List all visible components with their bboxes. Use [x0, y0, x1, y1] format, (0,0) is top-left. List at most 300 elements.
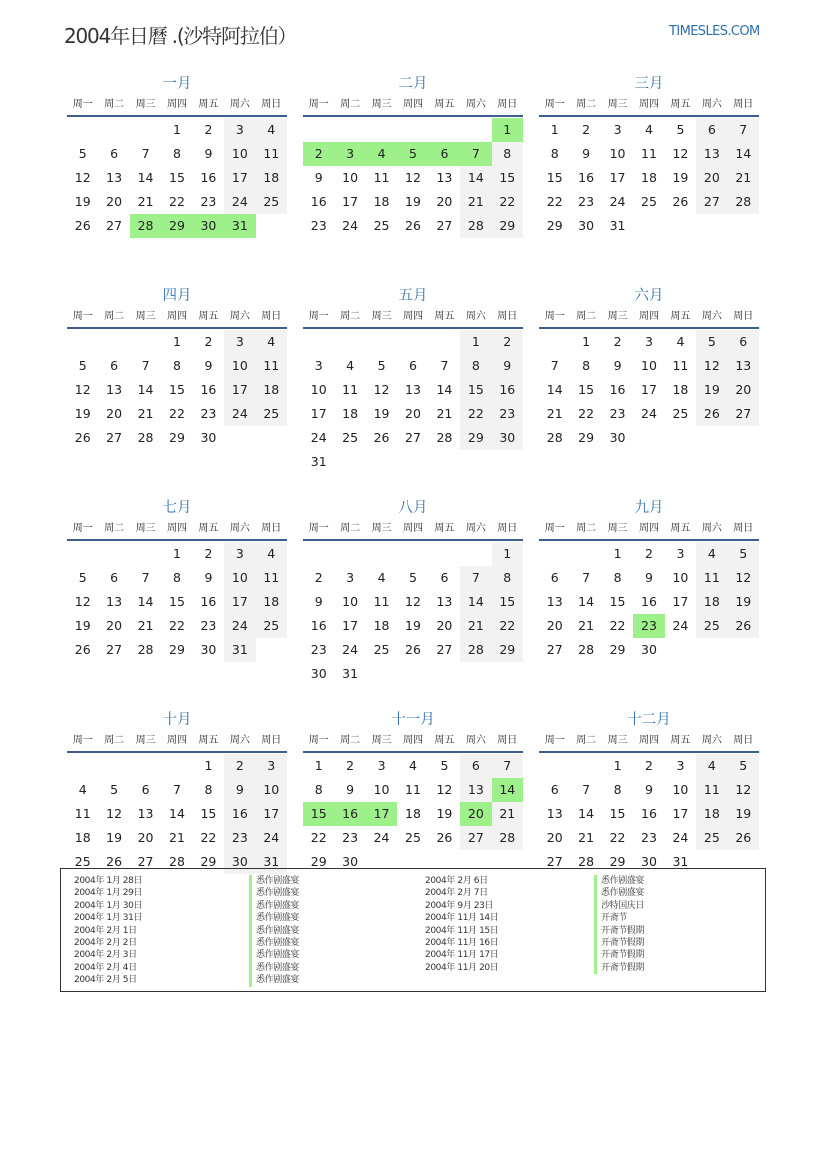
day-cell[interactable]: 26	[74, 642, 91, 657]
day-cell[interactable]: 18	[672, 382, 689, 397]
holiday-day-cell[interactable]: 17	[366, 802, 397, 826]
day-cell[interactable]: 4	[256, 330, 287, 354]
day-cell[interactable]: 7	[582, 570, 591, 585]
day-cell[interactable]: 20	[546, 830, 563, 845]
day-cell[interactable]: 17	[342, 194, 359, 209]
day-cell[interactable]: 6	[550, 782, 559, 797]
day-cell[interactable]: 11	[405, 782, 421, 797]
day-cell[interactable]: 19	[405, 194, 421, 209]
day-cell[interactable]: 6	[440, 570, 449, 585]
day-cell[interactable]: 23	[609, 406, 626, 421]
day-cell[interactable]: 21	[137, 406, 154, 421]
day-cell[interactable]: 12	[436, 782, 453, 797]
day-cell[interactable]: 17	[310, 406, 327, 421]
day-cell[interactable]: 12	[373, 382, 390, 397]
day-cell[interactable]: 10	[224, 566, 255, 590]
day-cell[interactable]: 10	[641, 358, 657, 373]
day-cell[interactable]: 18	[373, 618, 390, 633]
day-cell[interactable]: 18	[373, 194, 390, 209]
day-cell[interactable]: 25	[342, 430, 359, 445]
day-cell[interactable]: 25	[696, 826, 727, 850]
holiday-day-cell[interactable]: 6	[429, 142, 460, 166]
day-cell[interactable]: 5	[78, 146, 87, 161]
day-cell[interactable]: 17	[672, 594, 689, 609]
day-cell[interactable]: 13	[696, 142, 727, 166]
day-cell[interactable]: 29	[169, 430, 185, 445]
day-cell[interactable]: 30	[609, 430, 626, 445]
day-cell[interactable]: 3	[256, 754, 287, 778]
day-cell[interactable]: 28	[460, 638, 491, 662]
day-cell[interactable]: 29	[492, 638, 523, 662]
day-cell[interactable]: 4	[346, 358, 355, 373]
day-cell[interactable]: 28	[492, 826, 523, 850]
day-cell[interactable]: 25	[373, 218, 390, 233]
day-cell[interactable]: 31	[310, 454, 327, 469]
day-cell[interactable]: 4	[78, 782, 87, 797]
day-cell[interactable]: 21	[546, 406, 563, 421]
day-cell[interactable]: 22	[609, 830, 626, 845]
day-cell[interactable]: 15	[609, 594, 626, 609]
day-cell[interactable]: 22	[578, 406, 595, 421]
day-cell[interactable]: 9	[224, 778, 255, 802]
day-cell[interactable]: 19	[74, 406, 91, 421]
day-cell[interactable]: 2	[346, 758, 355, 773]
day-cell[interactable]: 18	[74, 830, 91, 845]
holiday-day-cell[interactable]: 23	[633, 614, 664, 638]
day-cell[interactable]: 9	[492, 354, 523, 378]
day-cell[interactable]: 14	[436, 382, 453, 397]
day-cell[interactable]: 12	[74, 382, 91, 397]
day-cell[interactable]: 22	[200, 830, 217, 845]
day-cell[interactable]: 27	[436, 642, 453, 657]
day-cell[interactable]: 10	[609, 146, 626, 161]
day-cell[interactable]: 24	[672, 618, 689, 633]
day-cell[interactable]: 21	[578, 618, 595, 633]
day-cell[interactable]: 1	[613, 758, 622, 773]
day-cell[interactable]: 29	[578, 430, 595, 445]
day-cell[interactable]: 27	[405, 430, 421, 445]
day-cell[interactable]: 19	[728, 802, 759, 826]
holiday-day-cell[interactable]: 3	[334, 142, 365, 166]
day-cell[interactable]: 6	[550, 570, 559, 585]
holiday-day-cell[interactable]: 7	[460, 142, 491, 166]
day-cell[interactable]: 15	[546, 170, 563, 185]
day-cell[interactable]: 30	[641, 854, 657, 869]
day-cell[interactable]: 6	[728, 330, 759, 354]
day-cell[interactable]: 29	[200, 854, 217, 869]
holiday-day-cell[interactable]: 14	[492, 778, 523, 802]
day-cell[interactable]: 30	[200, 642, 217, 657]
day-cell[interactable]: 22	[492, 614, 523, 638]
day-cell[interactable]: 17	[224, 166, 255, 190]
day-cell[interactable]: 8	[314, 782, 323, 797]
day-cell[interactable]: 5	[728, 542, 759, 566]
day-cell[interactable]: 24	[224, 402, 255, 426]
day-cell[interactable]: 17	[224, 378, 255, 402]
day-cell[interactable]: 16	[200, 170, 217, 185]
day-cell[interactable]: 11	[256, 354, 287, 378]
day-cell[interactable]: 12	[106, 806, 123, 821]
day-cell[interactable]: 27	[436, 218, 453, 233]
day-cell[interactable]: 25	[256, 614, 287, 638]
day-cell[interactable]: 22	[492, 190, 523, 214]
day-cell[interactable]: 18	[405, 806, 421, 821]
day-cell[interactable]: 14	[460, 590, 491, 614]
day-cell[interactable]: 29	[460, 426, 491, 450]
day-cell[interactable]: 16	[200, 382, 217, 397]
day-cell[interactable]: 14	[546, 382, 563, 397]
day-cell[interactable]: 24	[609, 194, 626, 209]
day-cell[interactable]: 12	[74, 594, 91, 609]
day-cell[interactable]: 30	[200, 430, 217, 445]
day-cell[interactable]: 14	[169, 806, 185, 821]
day-cell[interactable]: 17	[641, 382, 657, 397]
day-cell[interactable]: 9	[582, 146, 591, 161]
holiday-day-cell[interactable]: 15	[303, 802, 334, 826]
day-cell[interactable]: 25	[641, 194, 657, 209]
day-cell[interactable]: 30	[310, 666, 327, 681]
day-cell[interactable]: 16	[641, 594, 657, 609]
day-cell[interactable]: 4	[696, 754, 727, 778]
holiday-day-cell[interactable]: 29	[161, 214, 192, 238]
day-cell[interactable]: 26	[728, 614, 759, 638]
day-cell[interactable]: 17	[256, 802, 287, 826]
day-cell[interactable]: 11	[373, 170, 390, 185]
day-cell[interactable]: 29	[609, 642, 626, 657]
day-cell[interactable]: 3	[676, 546, 685, 561]
day-cell[interactable]: 9	[314, 594, 323, 609]
day-cell[interactable]: 4	[696, 542, 727, 566]
day-cell[interactable]: 15	[492, 166, 523, 190]
day-cell[interactable]: 29	[310, 854, 327, 869]
day-cell[interactable]: 30	[641, 642, 657, 657]
day-cell[interactable]: 14	[137, 170, 154, 185]
day-cell[interactable]: 8	[204, 782, 213, 797]
day-cell[interactable]: 6	[409, 358, 417, 373]
day-cell[interactable]: 15	[169, 170, 185, 185]
day-cell[interactable]: 6	[460, 754, 491, 778]
day-cell[interactable]: 3	[645, 334, 653, 349]
day-cell[interactable]: 15	[460, 378, 491, 402]
day-cell[interactable]: 23	[200, 194, 217, 209]
day-cell[interactable]: 20	[405, 406, 421, 421]
day-cell[interactable]: 11	[641, 146, 657, 161]
day-cell[interactable]: 8	[613, 782, 622, 797]
day-cell[interactable]: 20	[137, 830, 154, 845]
day-cell[interactable]: 31	[672, 854, 689, 869]
day-cell[interactable]: 17	[609, 170, 626, 185]
day-cell[interactable]: 20	[106, 618, 123, 633]
day-cell[interactable]: 26	[74, 430, 91, 445]
day-cell[interactable]: 4	[676, 334, 685, 349]
day-cell[interactable]: 5	[78, 358, 87, 373]
day-cell[interactable]: 23	[200, 618, 217, 633]
day-cell[interactable]: 26	[672, 194, 689, 209]
day-cell[interactable]: 24	[342, 218, 359, 233]
day-cell[interactable]: 21	[137, 194, 154, 209]
day-cell[interactable]: 8	[550, 146, 559, 161]
day-cell[interactable]: 16	[492, 378, 523, 402]
day-cell[interactable]: 26	[74, 218, 91, 233]
day-cell[interactable]: 22	[169, 406, 185, 421]
day-cell[interactable]: 7	[492, 754, 523, 778]
day-cell[interactable]: 18	[342, 406, 359, 421]
day-cell[interactable]: 19	[405, 618, 421, 633]
day-cell[interactable]: 9	[645, 570, 653, 585]
day-cell[interactable]: 3	[224, 118, 255, 142]
day-cell[interactable]: 13	[106, 382, 123, 397]
day-cell[interactable]: 24	[224, 614, 255, 638]
day-cell[interactable]: 7	[440, 358, 449, 373]
day-cell[interactable]: 14	[578, 806, 595, 821]
day-cell[interactable]: 31	[224, 638, 255, 662]
day-cell[interactable]: 7	[141, 358, 150, 373]
day-cell[interactable]: 22	[169, 194, 185, 209]
day-cell[interactable]: 27	[137, 854, 154, 869]
day-cell[interactable]: 3	[676, 758, 685, 773]
day-cell[interactable]: 11	[256, 566, 287, 590]
day-cell[interactable]: 24	[224, 190, 255, 214]
day-cell[interactable]: 28	[460, 214, 491, 238]
day-cell[interactable]: 21	[492, 802, 523, 826]
day-cell[interactable]: 10	[342, 594, 359, 609]
day-cell[interactable]: 3	[613, 122, 622, 137]
day-cell[interactable]: 12	[728, 778, 759, 802]
day-cell[interactable]: 9	[645, 782, 653, 797]
day-cell[interactable]: 12	[405, 594, 421, 609]
holiday-day-cell[interactable]: 5	[397, 142, 428, 166]
day-cell[interactable]: 18	[256, 166, 287, 190]
day-cell[interactable]: 23	[200, 406, 217, 421]
day-cell[interactable]: 27	[106, 430, 123, 445]
holiday-day-cell[interactable]: 31	[224, 214, 255, 238]
day-cell[interactable]: 12	[696, 354, 727, 378]
day-cell[interactable]: 15	[609, 806, 626, 821]
day-cell[interactable]: 1	[173, 334, 181, 349]
day-cell[interactable]: 13	[728, 354, 759, 378]
day-cell[interactable]: 10	[373, 782, 390, 797]
day-cell[interactable]: 26	[405, 218, 421, 233]
day-cell[interactable]: 8	[173, 570, 181, 585]
day-cell[interactable]: 9	[314, 170, 323, 185]
day-cell[interactable]: 15	[169, 594, 185, 609]
day-cell[interactable]: 2	[613, 334, 622, 349]
day-cell[interactable]: 29	[546, 218, 563, 233]
day-cell[interactable]: 8	[613, 570, 622, 585]
day-cell[interactable]: 2	[204, 334, 213, 349]
day-cell[interactable]: 20	[728, 378, 759, 402]
day-cell[interactable]: 28	[578, 854, 595, 869]
day-cell[interactable]: 24	[373, 830, 390, 845]
day-cell[interactable]: 7	[141, 570, 150, 585]
day-cell[interactable]: 1	[314, 758, 323, 773]
day-cell[interactable]: 24	[342, 642, 359, 657]
day-cell[interactable]: 1	[460, 330, 491, 354]
day-cell[interactable]: 11	[373, 594, 390, 609]
day-cell[interactable]: 31	[342, 666, 359, 681]
day-cell[interactable]: 2	[224, 754, 255, 778]
day-cell[interactable]: 27	[546, 854, 563, 869]
day-cell[interactable]: 25	[373, 642, 390, 657]
day-cell[interactable]: 23	[342, 830, 359, 845]
day-cell[interactable]: 25	[74, 854, 91, 869]
day-cell[interactable]: 24	[256, 826, 287, 850]
day-cell[interactable]: 14	[578, 594, 595, 609]
day-cell[interactable]: 16	[310, 618, 327, 633]
holiday-day-cell[interactable]: 4	[366, 142, 397, 166]
day-cell[interactable]: 2	[314, 570, 323, 585]
day-cell[interactable]: 11	[696, 778, 727, 802]
day-cell[interactable]: 10	[342, 170, 359, 185]
day-cell[interactable]: 19	[672, 170, 689, 185]
day-cell[interactable]: 17	[342, 618, 359, 633]
day-cell[interactable]: 5	[728, 754, 759, 778]
day-cell[interactable]: 25	[256, 402, 287, 426]
day-cell[interactable]: 28	[546, 430, 563, 445]
day-cell[interactable]: 13	[546, 806, 563, 821]
day-cell[interactable]: 8	[492, 142, 523, 166]
day-cell[interactable]: 13	[106, 594, 123, 609]
day-cell[interactable]: 6	[696, 118, 727, 142]
day-cell[interactable]: 29	[169, 642, 185, 657]
day-cell[interactable]: 6	[110, 570, 119, 585]
day-cell[interactable]: 11	[256, 142, 287, 166]
day-cell[interactable]: 19	[436, 806, 453, 821]
day-cell[interactable]: 9	[204, 358, 213, 373]
day-cell[interactable]: 13	[405, 382, 421, 397]
day-cell[interactable]: 21	[169, 830, 185, 845]
day-cell[interactable]: 27	[106, 642, 123, 657]
day-cell[interactable]: 11	[696, 566, 727, 590]
day-cell[interactable]: 17	[224, 590, 255, 614]
day-cell[interactable]: 25	[405, 830, 421, 845]
day-cell[interactable]: 18	[641, 170, 657, 185]
day-cell[interactable]: 4	[256, 118, 287, 142]
day-cell[interactable]: 14	[728, 142, 759, 166]
day-cell[interactable]: 13	[460, 778, 491, 802]
day-cell[interactable]: 12	[74, 170, 91, 185]
day-cell[interactable]: 22	[460, 402, 491, 426]
day-cell[interactable]: 28	[728, 190, 759, 214]
day-cell[interactable]: 3	[224, 330, 255, 354]
day-cell[interactable]: 8	[582, 358, 591, 373]
day-cell[interactable]: 31	[609, 218, 626, 233]
day-cell[interactable]: 2	[582, 122, 591, 137]
day-cell[interactable]: 7	[460, 566, 491, 590]
day-cell[interactable]: 4	[409, 758, 417, 773]
day-cell[interactable]: 28	[169, 854, 185, 869]
day-cell[interactable]: 2	[492, 330, 523, 354]
day-cell[interactable]: 5	[696, 330, 727, 354]
day-cell[interactable]: 24	[672, 830, 689, 845]
day-cell[interactable]: 27	[460, 826, 491, 850]
day-cell[interactable]: 13	[137, 806, 154, 821]
day-cell[interactable]: 1	[204, 758, 213, 773]
day-cell[interactable]: 22	[546, 194, 563, 209]
site-logo-text[interactable]: TIMESLES.COM	[669, 24, 760, 39]
day-cell[interactable]: 14	[460, 166, 491, 190]
day-cell[interactable]: 10	[224, 142, 255, 166]
day-cell[interactable]: 10	[672, 570, 689, 585]
day-cell[interactable]: 18	[696, 590, 727, 614]
day-cell[interactable]: 28	[578, 642, 595, 657]
day-cell[interactable]: 2	[204, 546, 213, 561]
day-cell[interactable]: 17	[672, 806, 689, 821]
day-cell[interactable]: 9	[204, 146, 213, 161]
holiday-day-cell[interactable]: 28	[130, 214, 161, 238]
day-cell[interactable]: 23	[310, 642, 327, 657]
day-cell[interactable]: 26	[106, 854, 123, 869]
day-cell[interactable]: 19	[74, 194, 91, 209]
day-cell[interactable]: 5	[110, 782, 119, 797]
day-cell[interactable]: 13	[436, 170, 453, 185]
day-cell[interactable]: 26	[728, 826, 759, 850]
day-cell[interactable]: 3	[346, 570, 355, 585]
day-cell[interactable]: 13	[436, 594, 453, 609]
day-cell[interactable]: 10	[224, 354, 255, 378]
day-cell[interactable]: 8	[173, 358, 181, 373]
day-cell[interactable]: 20	[106, 406, 123, 421]
day-cell[interactable]: 1	[550, 122, 559, 137]
day-cell[interactable]: 19	[696, 378, 727, 402]
day-cell[interactable]: 27	[728, 402, 759, 426]
day-cell[interactable]: 5	[676, 122, 685, 137]
day-cell[interactable]: 1	[173, 122, 181, 137]
day-cell[interactable]: 11	[74, 806, 91, 821]
day-cell[interactable]: 25	[672, 406, 689, 421]
day-cell[interactable]: 26	[696, 402, 727, 426]
day-cell[interactable]: 7	[582, 782, 591, 797]
day-cell[interactable]: 18	[256, 378, 287, 402]
day-cell[interactable]: 31	[256, 850, 287, 874]
day-cell[interactable]: 10	[310, 382, 327, 397]
holiday-day-cell[interactable]: 2	[303, 142, 334, 166]
day-cell[interactable]: 5	[377, 358, 386, 373]
day-cell[interactable]: 2	[645, 758, 653, 773]
day-cell[interactable]: 13	[106, 170, 123, 185]
day-cell[interactable]: 12	[405, 170, 421, 185]
day-cell[interactable]: 23	[641, 830, 657, 845]
day-cell[interactable]: 21	[578, 830, 595, 845]
day-cell[interactable]: 19	[373, 406, 390, 421]
day-cell[interactable]: 16	[224, 802, 255, 826]
day-cell[interactable]: 14	[137, 382, 154, 397]
day-cell[interactable]: 20	[106, 194, 123, 209]
day-cell[interactable]: 26	[436, 830, 453, 845]
day-cell[interactable]: 7	[173, 782, 181, 797]
day-cell[interactable]: 21	[436, 406, 453, 421]
day-cell[interactable]: 6	[141, 782, 150, 797]
day-cell[interactable]: 1	[173, 546, 181, 561]
day-cell[interactable]: 20	[436, 194, 453, 209]
day-cell[interactable]: 16	[310, 194, 327, 209]
day-cell[interactable]: 15	[492, 590, 523, 614]
day-cell[interactable]: 8	[173, 146, 181, 161]
holiday-day-cell[interactable]: 30	[193, 214, 224, 238]
day-cell[interactable]: 21	[460, 190, 491, 214]
day-cell[interactable]: 26	[373, 430, 390, 445]
day-cell[interactable]: 5	[440, 758, 449, 773]
day-cell[interactable]: 3	[377, 758, 386, 773]
day-cell[interactable]: 6	[110, 358, 119, 373]
day-cell[interactable]: 4	[377, 570, 386, 585]
day-cell[interactable]: 18	[696, 802, 727, 826]
day-cell[interactable]: 26	[405, 642, 421, 657]
day-cell[interactable]: 28	[137, 642, 154, 657]
day-cell[interactable]: 16	[609, 382, 626, 397]
day-cell[interactable]: 18	[256, 590, 287, 614]
day-cell[interactable]: 23	[492, 402, 523, 426]
